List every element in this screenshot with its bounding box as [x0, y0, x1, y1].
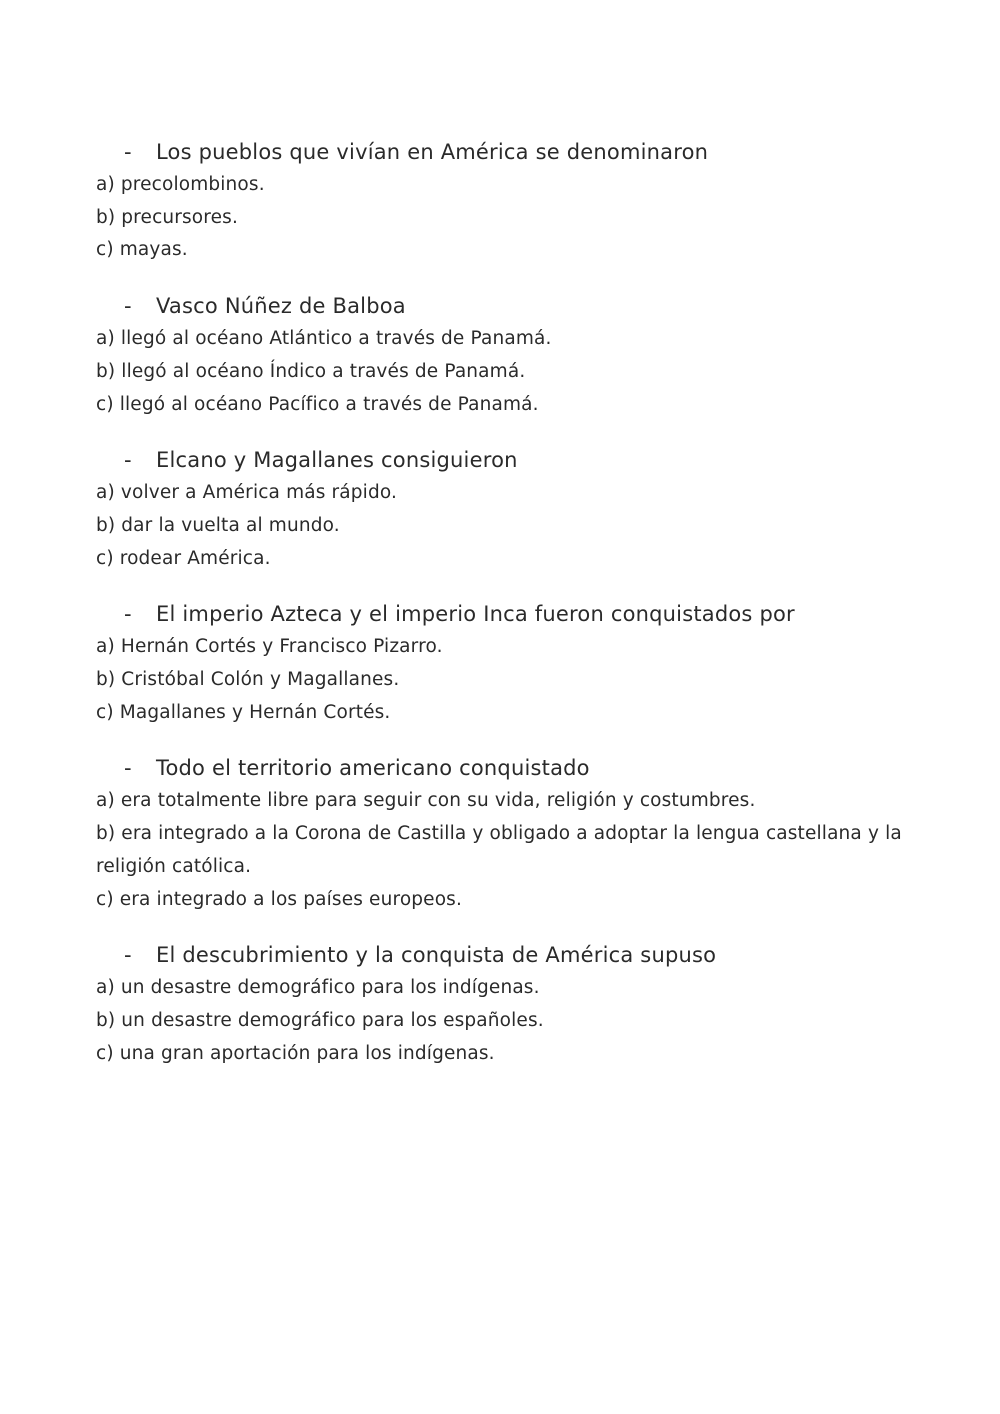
answer-option-b[interactable]: b) era integrado a la Corona de Castilla y obligado a adoptar la lengua castellana y la religión católica.: [96, 823, 902, 877]
bullet-dash: -: [124, 943, 132, 968]
question-5: [96, 751, 926, 916]
question-stem: Elcano y Magallanes consiguieron: [156, 448, 518, 473]
bullet-dash: -: [124, 602, 132, 627]
question-stem: Los pueblos que vivían en América se denominaron: [156, 140, 709, 164]
answer-option-a[interactable]: a) volver a América más rápido.: [96, 482, 398, 504]
answer-option-b[interactable]: b) un desastre demográfico para los españoles.: [96, 1009, 544, 1031]
bullet-dash: -: [124, 756, 132, 781]
answer-option-c[interactable]: c) era integrado a los países europeos.: [96, 888, 462, 910]
answer-option-a[interactable]: a) precolombinos.: [96, 174, 265, 195]
answer-option-b[interactable]: b) dar la vuelta al mundo.: [96, 514, 340, 536]
answer-option-b[interactable]: b) llegó al océano Índico a través de Panamá.: [96, 360, 526, 382]
answer-option-c[interactable]: c) llegó al océano Pacífico a través de Panamá.: [96, 393, 539, 415]
question-stem-row: [96, 938, 926, 972]
question-stem-row: [96, 443, 926, 477]
question-3: [96, 443, 926, 575]
question-2: [96, 289, 926, 421]
question-stem: Vasco Núñez de Balboa: [156, 294, 406, 319]
question-4: [96, 597, 926, 729]
question-stem-row: [96, 751, 926, 785]
question-stem: El imperio Azteca y el imperio Inca fueron conquistados por: [156, 602, 795, 627]
answer-option-c[interactable]: c) mayas.: [96, 239, 188, 261]
answer-option-c[interactable]: c) Magallanes y Hernán Cortés.: [96, 701, 391, 723]
bullet-dash: -: [124, 140, 132, 164]
question-stem-row: [96, 135, 926, 169]
question-stem: El descubrimiento y la conquista de América supuso: [156, 943, 717, 968]
bullet-dash: -: [124, 448, 132, 473]
answer-option-a[interactable]: a) llegó al océano Atlántico a través de Panamá.: [96, 328, 552, 350]
answer-option-c[interactable]: c) una gran aportación para los indígenas.: [96, 1042, 495, 1064]
answer-option-a[interactable]: a) era totalmente libre para seguir con su vida, religión y costumbres.: [96, 790, 756, 812]
answer-option-c[interactable]: c) rodear América.: [96, 547, 271, 569]
question-stem: Todo el territorio americano conquistado: [156, 756, 590, 781]
answer-option-a[interactable]: a) un desastre demográfico para los indígenas.: [96, 977, 540, 999]
question-1: [96, 135, 926, 267]
question-list: [96, 135, 926, 1092]
question-stem-row: [96, 289, 926, 323]
answer-option-b[interactable]: b) Cristóbal Colón y Magallanes.: [96, 669, 400, 691]
answer-option-b[interactable]: b) precursores.: [96, 206, 238, 228]
question-stem-row: [96, 597, 926, 631]
answer-option-a[interactable]: a) Hernán Cortés y Francisco Pizarro.: [96, 636, 443, 658]
bullet-dash: -: [124, 294, 132, 319]
question-6: [96, 938, 926, 1070]
